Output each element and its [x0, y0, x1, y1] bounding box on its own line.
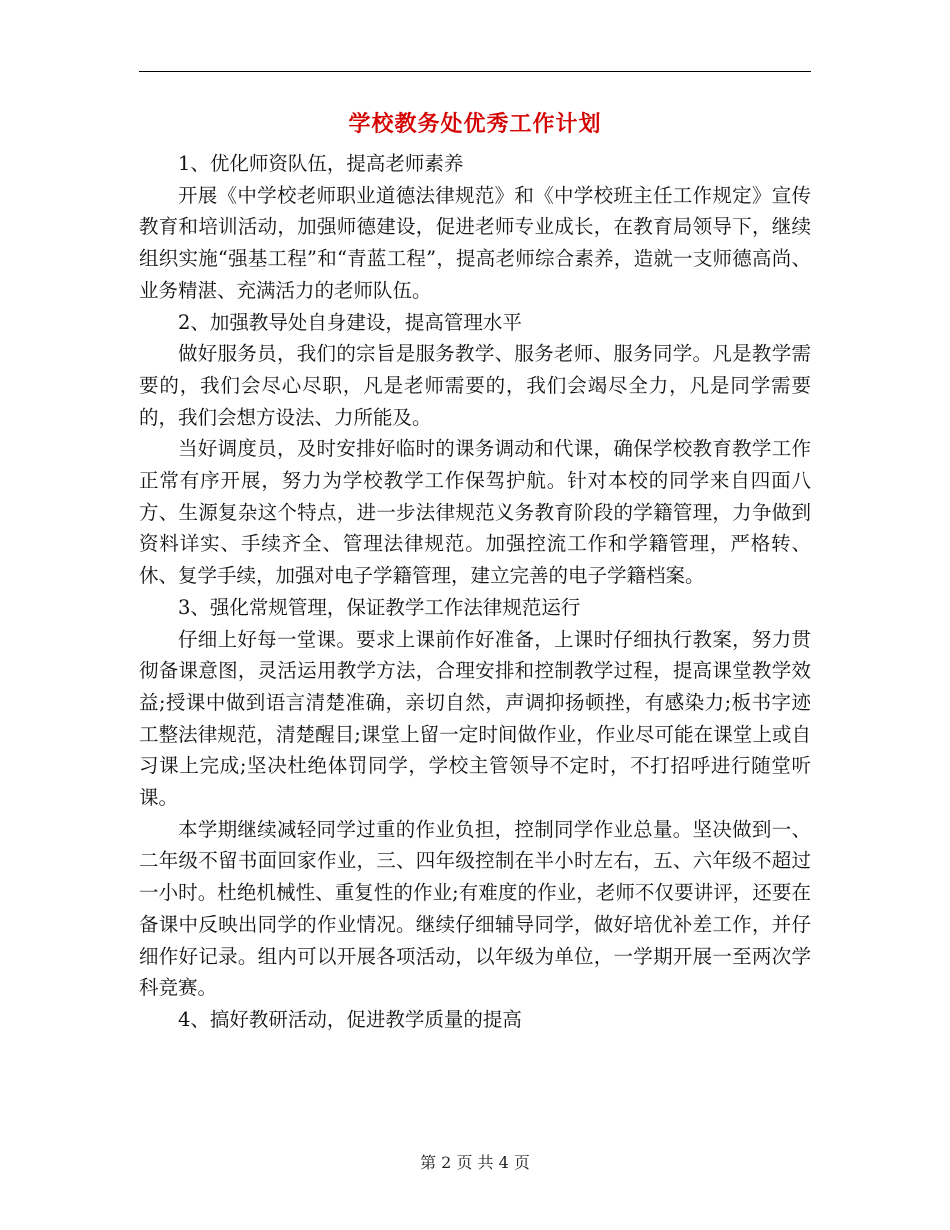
document-body [139, 148, 811, 1036]
header-rule [139, 71, 811, 72]
section-heading-4: 4、搞好教研活动，促进教学质量的提高 [178, 1007, 522, 1031]
body-paragraph: 本学期继续减轻同学过重的作业负担，控制同学作业总量。坚决做到一、二年级不留书面回家作业，三、四年级控制在半小时左右，五、六年级不超过一小时。杜绝机械性、重复性的作业;有难度的作业，老师不仅要讲评，还要在备课中反映出同学的作业情况。继续仔细辅导同学，做好培优补差工作，并仔细作好记录。组内可以开展各项活动，以年级为单位，一学期开展一至两次学科竞赛。 [139, 817, 811, 1000]
body-paragraph: 做好服务员，我们的宗旨是服务教学、服务老师、服务同学。凡是教学需要的，我们会尽心尽职，凡是老师需要的，我们会竭尽全力，凡是同学需要的，我们会想方设法、力所能及。 [139, 342, 811, 429]
body-paragraph: 当好调度员，及时安排好临时的课务调动和代课，确保学校教育教学工作正常有序开展，努力为学校教学工作保驾护航。针对本校的同学来自四面八方、生源复杂这个特点，进一步法律规范义务教育阶段的学籍管理，力争做到资料详实、手续齐全、管理法律规范。加强控流工作和学籍管理，严格转、休、复学手续，加强对电子学籍管理，建立完善的电子学籍档案。 [139, 437, 811, 588]
section-heading-2: 2、加强教导处自身建设，提高管理水平 [178, 310, 522, 334]
body-paragraph: 仔细上好每一堂课。要求上课前作好准备，上课时仔细执行教案，努力贯彻备课意图，灵活运用教学方法，合理安排和控制教学过程，提高课堂教学效益;授课中做到语言清楚准确，亲切自然，声调抑扬顿挫，有感染力;板书字迹工整法律规范，清楚醒目;课堂上留一定时间做作业，作业尽可能在课堂上或自习课上完成;坚决杜绝体罚同学，学校主管领导不定时，不打招呼进行随堂听课。 [139, 627, 811, 810]
page-number-footer: 第 2 页 共 4 页 [420, 1153, 530, 1172]
section-heading-1: 1、优化师资队伍，提高老师素养 [178, 152, 464, 175]
body-paragraph: 开展《中学校老师职业道德法律规范》和《中学校班主任工作规定》宣传教育和培训活动，加强师德建设，促进老师专业成长，在教育局领导下，继续组织实施“强基工程”和“青蓝工程”，提高老师综合素养，造就一支师德高尚、业务精湛、充满活力的老师队伍。 [139, 183, 811, 302]
document-title: 学校教务处优秀工作计划 [348, 112, 602, 137]
section-heading-3: 3、强化常规管理，保证教学工作法律规范运行 [178, 595, 581, 619]
